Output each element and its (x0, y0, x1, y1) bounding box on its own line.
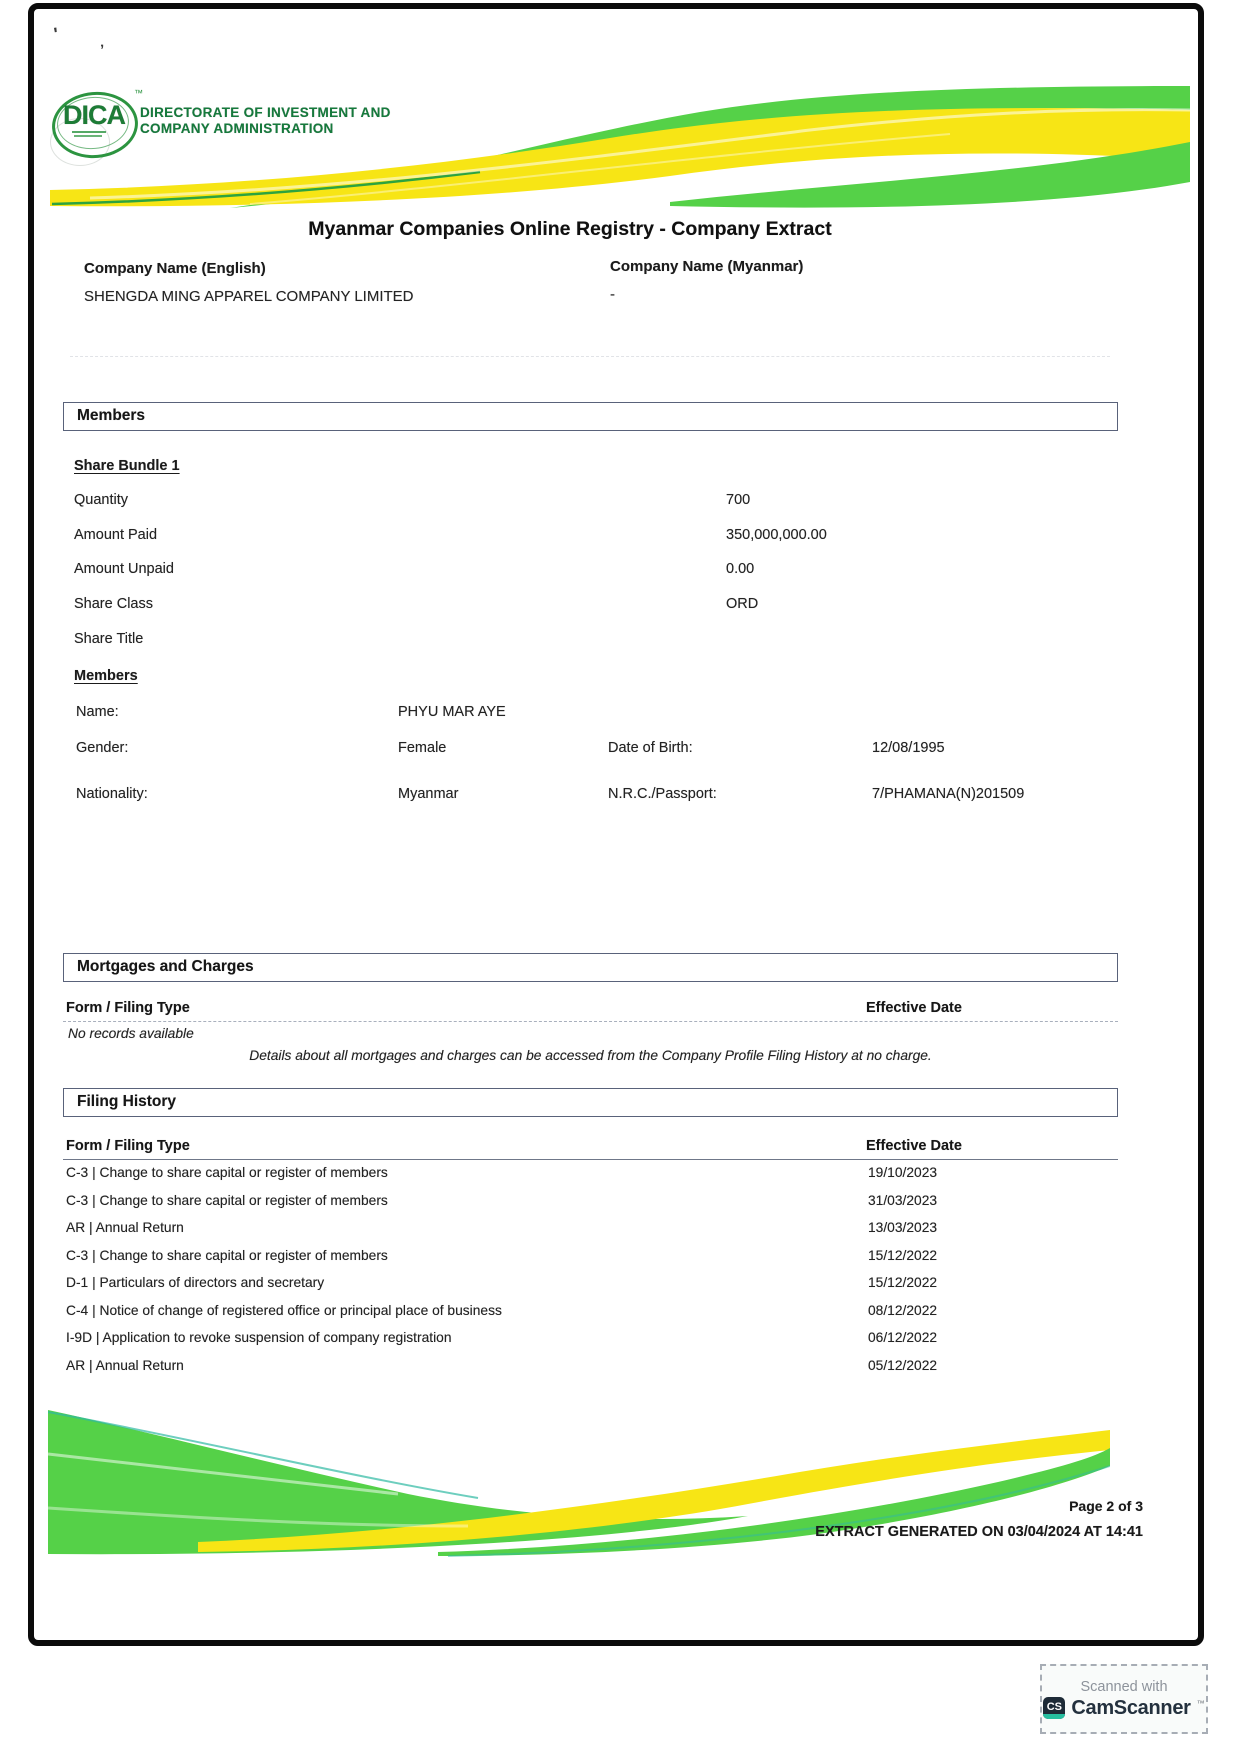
camscanner-name: CamScanner (1071, 1696, 1191, 1719)
scan-artifact: ʼ (100, 42, 105, 59)
mortgages-col-date: Effective Date (866, 1000, 962, 1016)
camscanner-watermark (1040, 1664, 1208, 1734)
mortgages-col-form: Form / Filing Type (66, 1000, 190, 1016)
scan-frame-border (28, 3, 1204, 1646)
filing-form-cell: AR | Annual Return (66, 1357, 184, 1373)
filing-form-cell: C-4 | Notice of change of registered office or principal place of business (66, 1302, 502, 1318)
logo-text: DICA (63, 100, 125, 130)
table-row (66, 1193, 1126, 1221)
table-row (66, 1165, 1126, 1193)
member-nrc-value: 7/PHAMANA(N)201509 (872, 786, 1025, 802)
camscanner-brand (1043, 1697, 1204, 1720)
divider (63, 1159, 1118, 1160)
extract-generated-text: EXTRACT GENERATED ON 03/04/2024 AT 14:41 (815, 1524, 1143, 1540)
member-dob-value: 12/08/1995 (872, 740, 945, 756)
bundle-row-label: Share Class (74, 596, 153, 613)
bundle-row-value: 0.00 (726, 561, 755, 578)
filing-form-cell: C-3 | Change to share capital or register of members (66, 1165, 388, 1180)
filing-date-cell: 08/12/2022 (868, 1302, 938, 1318)
trademark-mark: ™ (1196, 1698, 1205, 1708)
member-gender-value: Female (398, 740, 447, 756)
member-gender-label: Gender: (76, 740, 129, 756)
filing-date-cell: 05/12/2022 (868, 1357, 938, 1373)
filing-col-date: Effective Date (866, 1138, 962, 1154)
filing-date-cell: 19/10/2023 (868, 1165, 938, 1180)
filing-date-cell: 31/03/2023 (868, 1192, 938, 1208)
members-subheading: Members (74, 668, 138, 684)
mortgages-note: Details about all mortgages and charges can be accessed from the Company Profile Filing History at no charge. (249, 1048, 932, 1063)
bundle-row-value: 350,000,000.00 (726, 526, 827, 543)
header-ribbon-graphic (50, 86, 1190, 216)
filing-date-cell: 15/12/2022 (868, 1247, 938, 1263)
table-row (74, 492, 1074, 527)
table-row (66, 1303, 1126, 1331)
filing-history-heading: Filing History (77, 1093, 177, 1110)
org-name-line2: COMPANY ADMINISTRATION (140, 121, 334, 136)
table-row (74, 527, 1074, 562)
table-row (66, 1330, 1126, 1358)
share-bundle-heading: Share Bundle 1 (74, 458, 180, 474)
bundle-row-label: Quantity (74, 492, 128, 508)
bundle-row-value: ORD (726, 596, 759, 613)
page-title: Myanmar Companies Online Registry - Company Extract (308, 218, 832, 240)
filing-history-table (66, 1165, 1126, 1385)
filing-form-cell: I-9D | Application to revoke suspension of company registration (66, 1330, 452, 1345)
scan-artifact-line (70, 356, 1110, 357)
member-nationality-row (76, 786, 1136, 802)
table-row (74, 596, 1074, 631)
filing-form-cell: D-1 | Particulars of directors and secretary (66, 1275, 325, 1290)
scanned-with-text: Scanned with (1080, 1678, 1168, 1695)
filing-date-cell: 06/12/2022 (868, 1330, 938, 1345)
mortgages-heading: Mortgages and Charges (77, 958, 254, 975)
mortgages-section-header (63, 953, 1118, 982)
no-records-text: No records available (68, 1026, 194, 1041)
member-nrc-label: N.R.C./Passport: (608, 786, 717, 802)
page-number: Page 2 of 3 (1069, 1498, 1143, 1514)
trademark-mark: ™ (134, 88, 143, 98)
filing-form-cell: C-3 | Change to share capital or register of members (66, 1192, 388, 1208)
scan-artifact: ' (52, 23, 60, 45)
filing-col-form: Form / Filing Type (66, 1138, 190, 1154)
company-name-english-label: Company Name (English) (84, 260, 266, 277)
company-name-myanmar-label: Company Name (Myanmar) (610, 258, 804, 275)
filing-form-cell: C-3 | Change to share capital or register of members (66, 1247, 388, 1263)
share-bundle-table (74, 492, 1074, 665)
org-name-line1: DIRECTORATE OF INVESTMENT AND (140, 105, 391, 120)
member-name-label: Name: (76, 704, 119, 720)
member-dob-label: Date of Birth: (608, 740, 693, 756)
table-row (74, 631, 1074, 666)
members-section-header (63, 402, 1118, 431)
bundle-row-label: Amount Unpaid (74, 561, 174, 578)
filing-history-section-header (63, 1088, 1118, 1117)
table-row (66, 1248, 1126, 1276)
table-row (74, 561, 1074, 596)
bundle-row-value: 700 (726, 492, 751, 508)
table-row (66, 1358, 1126, 1386)
bundle-row-label: Share Title (74, 630, 144, 647)
bundle-row-label: Amount Paid (74, 526, 158, 543)
table-row (66, 1220, 1126, 1248)
member-nationality-value: Myanmar (398, 786, 459, 802)
filing-form-cell: AR | Annual Return (66, 1220, 184, 1235)
divider (63, 1021, 1118, 1022)
member-name-row (76, 704, 1136, 720)
filing-date-cell: 15/12/2022 (868, 1275, 938, 1290)
company-name-myanmar-value: - (610, 286, 615, 303)
member-nationality-label: Nationality: (76, 786, 148, 802)
table-row (66, 1275, 1126, 1303)
filing-date-cell: 13/03/2023 (868, 1220, 938, 1235)
company-name-english-value: SHENGDA MING APPAREL COMPANY LIMITED (84, 288, 414, 305)
camscanner-icon: CS (1043, 1697, 1065, 1719)
members-heading: Members (77, 407, 146, 424)
member-gender-row (76, 740, 1136, 756)
member-name-value: PHYU MAR AYE (398, 704, 506, 720)
